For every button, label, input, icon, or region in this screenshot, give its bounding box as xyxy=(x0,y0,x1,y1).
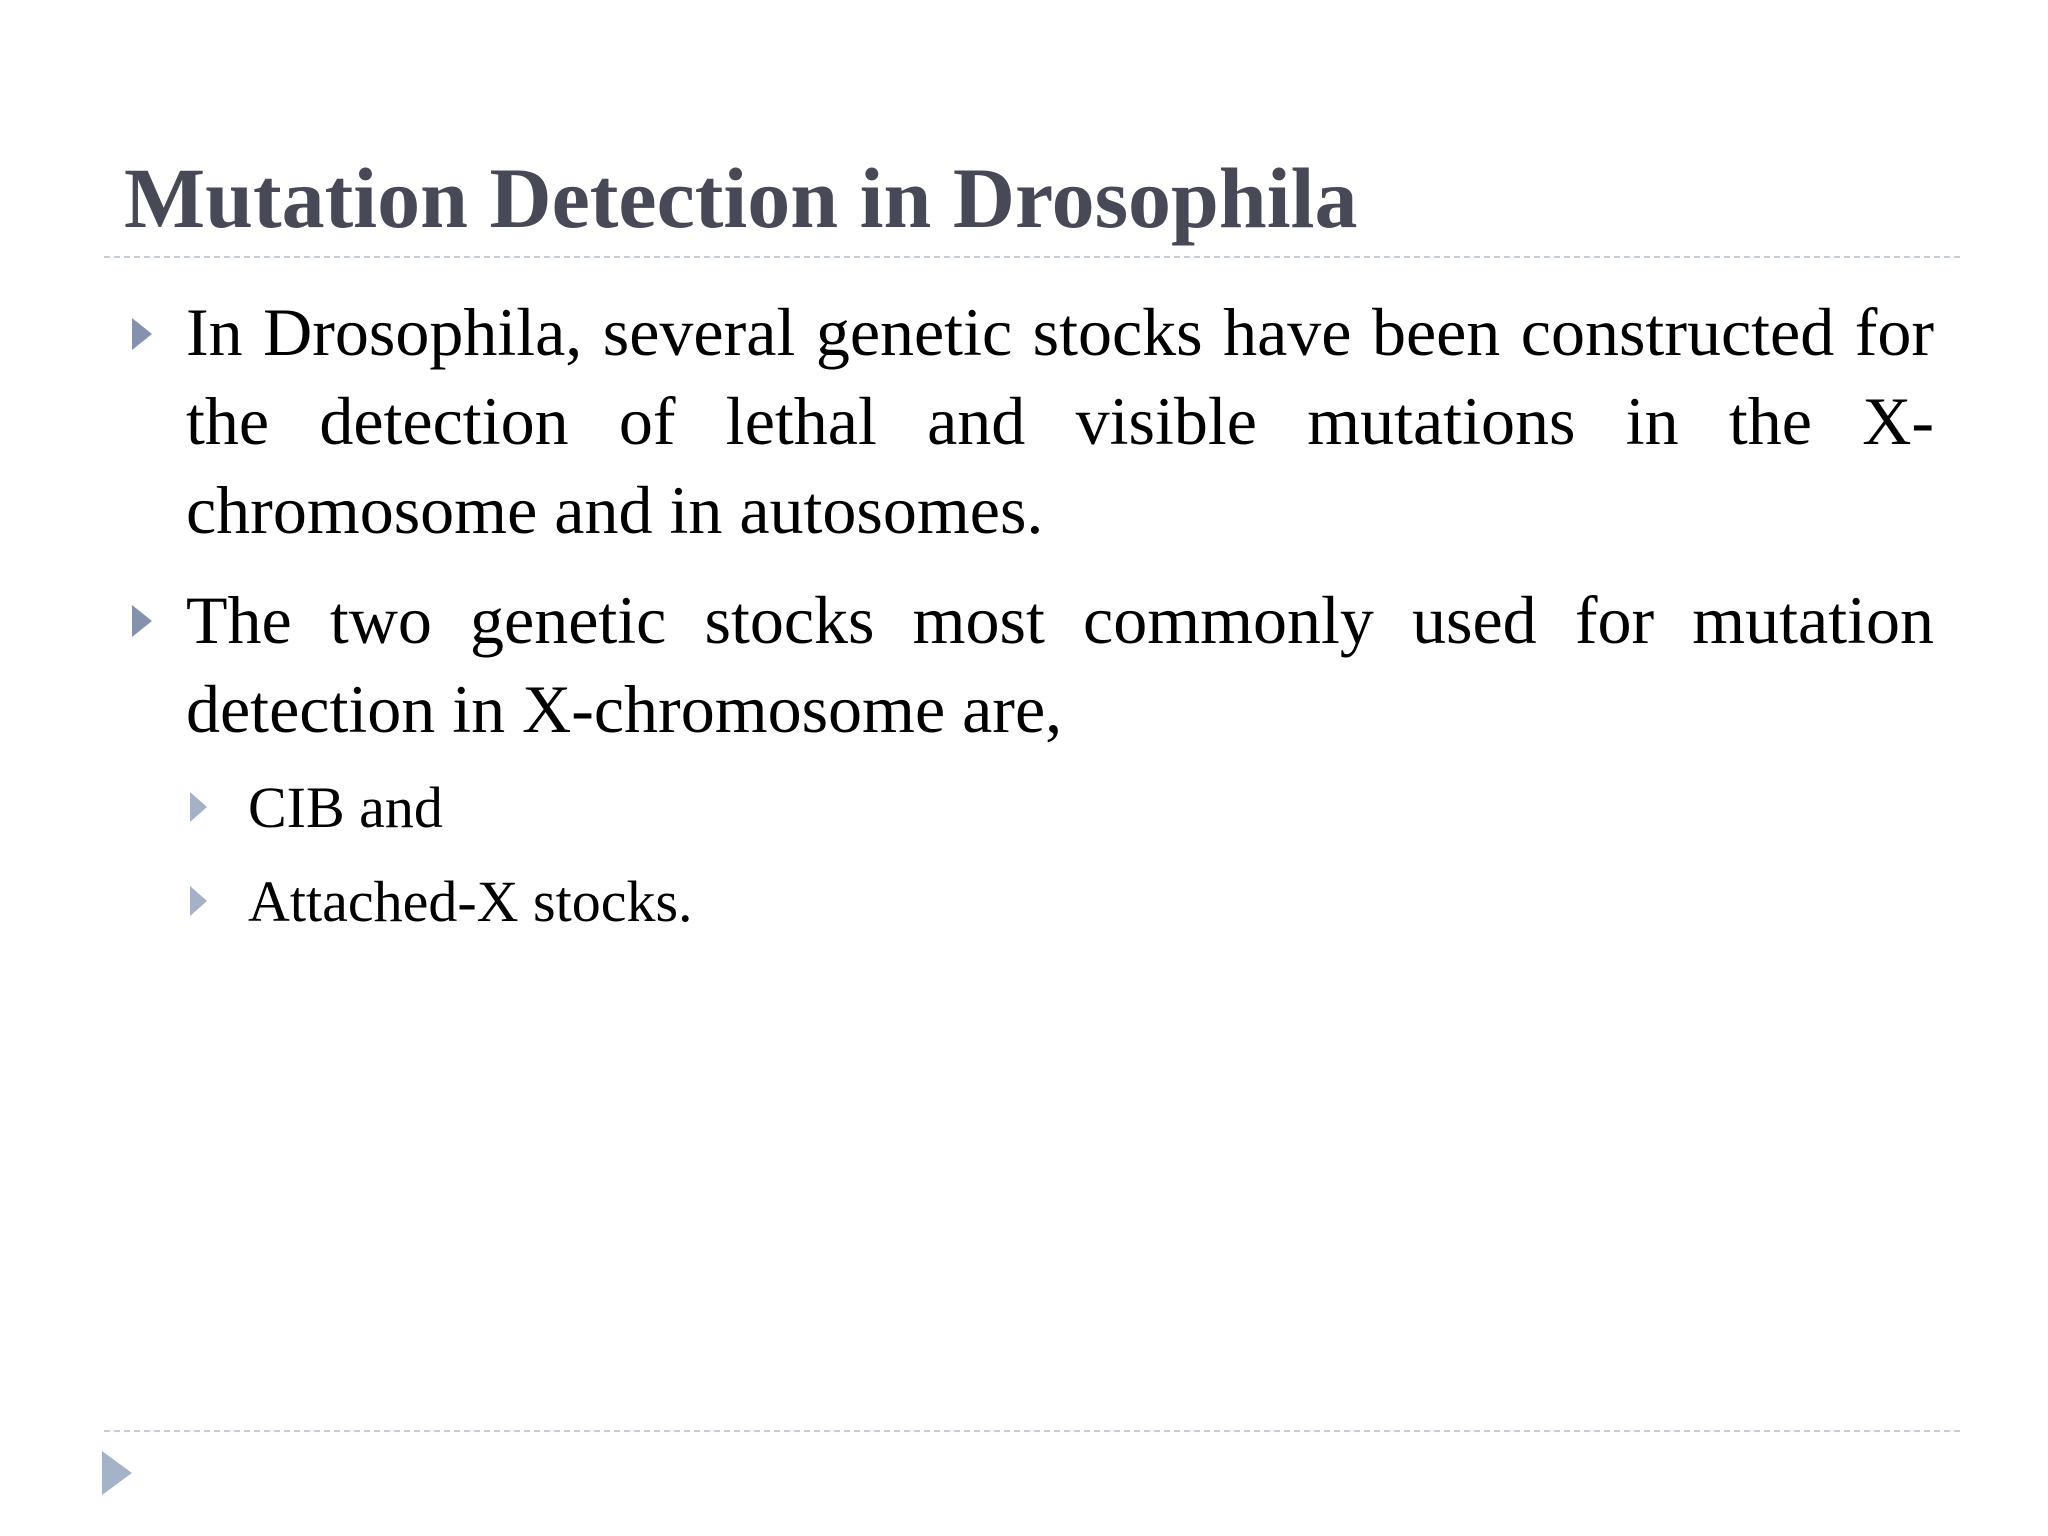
sub-bullet-triangle-icon xyxy=(190,792,207,822)
bullet-item: The two genetic stocks most commonly used for mutation detection in X-chromosome are, xyxy=(186,582,1934,747)
slide-title: Mutation Detection in Drosophila xyxy=(124,150,1358,246)
sub-bullet-item: Attached-X stocks. xyxy=(248,869,693,934)
sub-bullet-triangle-icon xyxy=(190,886,207,916)
footer-divider xyxy=(104,1430,1960,1432)
bullet-triangle-icon xyxy=(132,605,152,637)
sub-bullet-item: CIB and xyxy=(248,775,443,840)
bullet-item: In Drosophila, several genetic stocks have been constructed for the detection of lethal and visible mutations in the X-chromosome and in autosomes. xyxy=(186,294,1934,548)
next-slide-triangle-icon[interactable] xyxy=(102,1451,132,1495)
title-divider xyxy=(104,256,1960,258)
bullet-triangle-icon xyxy=(132,318,152,350)
